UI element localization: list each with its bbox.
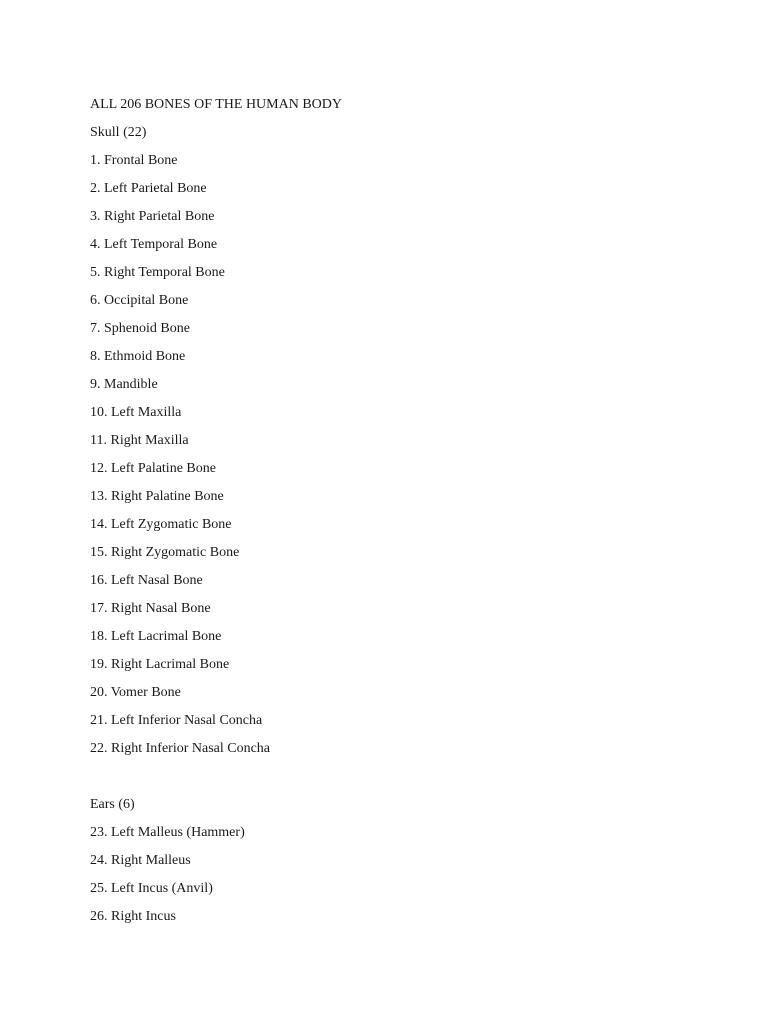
list-item: 17. Right Nasal Bone	[90, 601, 211, 616]
list-item: 6. Occipital Bone	[90, 293, 189, 308]
list-item: 14. Left Zygomatic Bone	[90, 517, 232, 532]
document-page	[90, 91, 730, 931]
list-item: 15. Right Zygomatic Bone	[90, 545, 240, 560]
list-item: 10. Left Maxilla	[90, 405, 182, 420]
list-item: 20. Vomer Bone	[90, 685, 181, 700]
list-item: 7. Sphenoid Bone	[90, 321, 190, 336]
list-item: 5. Right Temporal Bone	[90, 265, 225, 280]
list-item: 24. Right Malleus	[90, 853, 191, 868]
list-item: 22. Right Inferior Nasal Concha	[90, 741, 271, 756]
list-item: 11. Right Maxilla	[90, 433, 189, 448]
document-title: ALL 206 BONES OF THE HUMAN BODY	[90, 97, 343, 112]
section-heading: Skull (22)	[90, 125, 147, 140]
list-item: 3. Right Parietal Bone	[90, 209, 215, 224]
list-item: 8. Ethmoid Bone	[90, 349, 186, 364]
list-item: 1. Frontal Bone	[90, 153, 178, 168]
section-spacer	[90, 763, 730, 791]
list-item: 23. Left Malleus (Hammer)	[90, 825, 245, 840]
list-item: 12. Left Palatine Bone	[90, 461, 216, 476]
list-item: 4. Left Temporal Bone	[90, 237, 218, 252]
list-item: 9. Mandible	[90, 377, 158, 392]
list-item: 19. Right Lacrimal Bone	[90, 657, 230, 672]
section-heading: Ears (6)	[90, 797, 135, 812]
list-item: 16. Left Nasal Bone	[90, 573, 203, 588]
section-skull	[90, 119, 730, 763]
section-ears	[90, 791, 730, 931]
list-item: 18. Left Lacrimal Bone	[90, 629, 222, 644]
list-item: 2. Left Parietal Bone	[90, 181, 207, 196]
list-item: 21. Left Inferior Nasal Concha	[90, 713, 263, 728]
list-item: 25. Left Incus (Anvil)	[90, 881, 213, 896]
list-item: 13. Right Palatine Bone	[90, 489, 224, 504]
list-item: 26. Right Incus	[90, 909, 176, 924]
